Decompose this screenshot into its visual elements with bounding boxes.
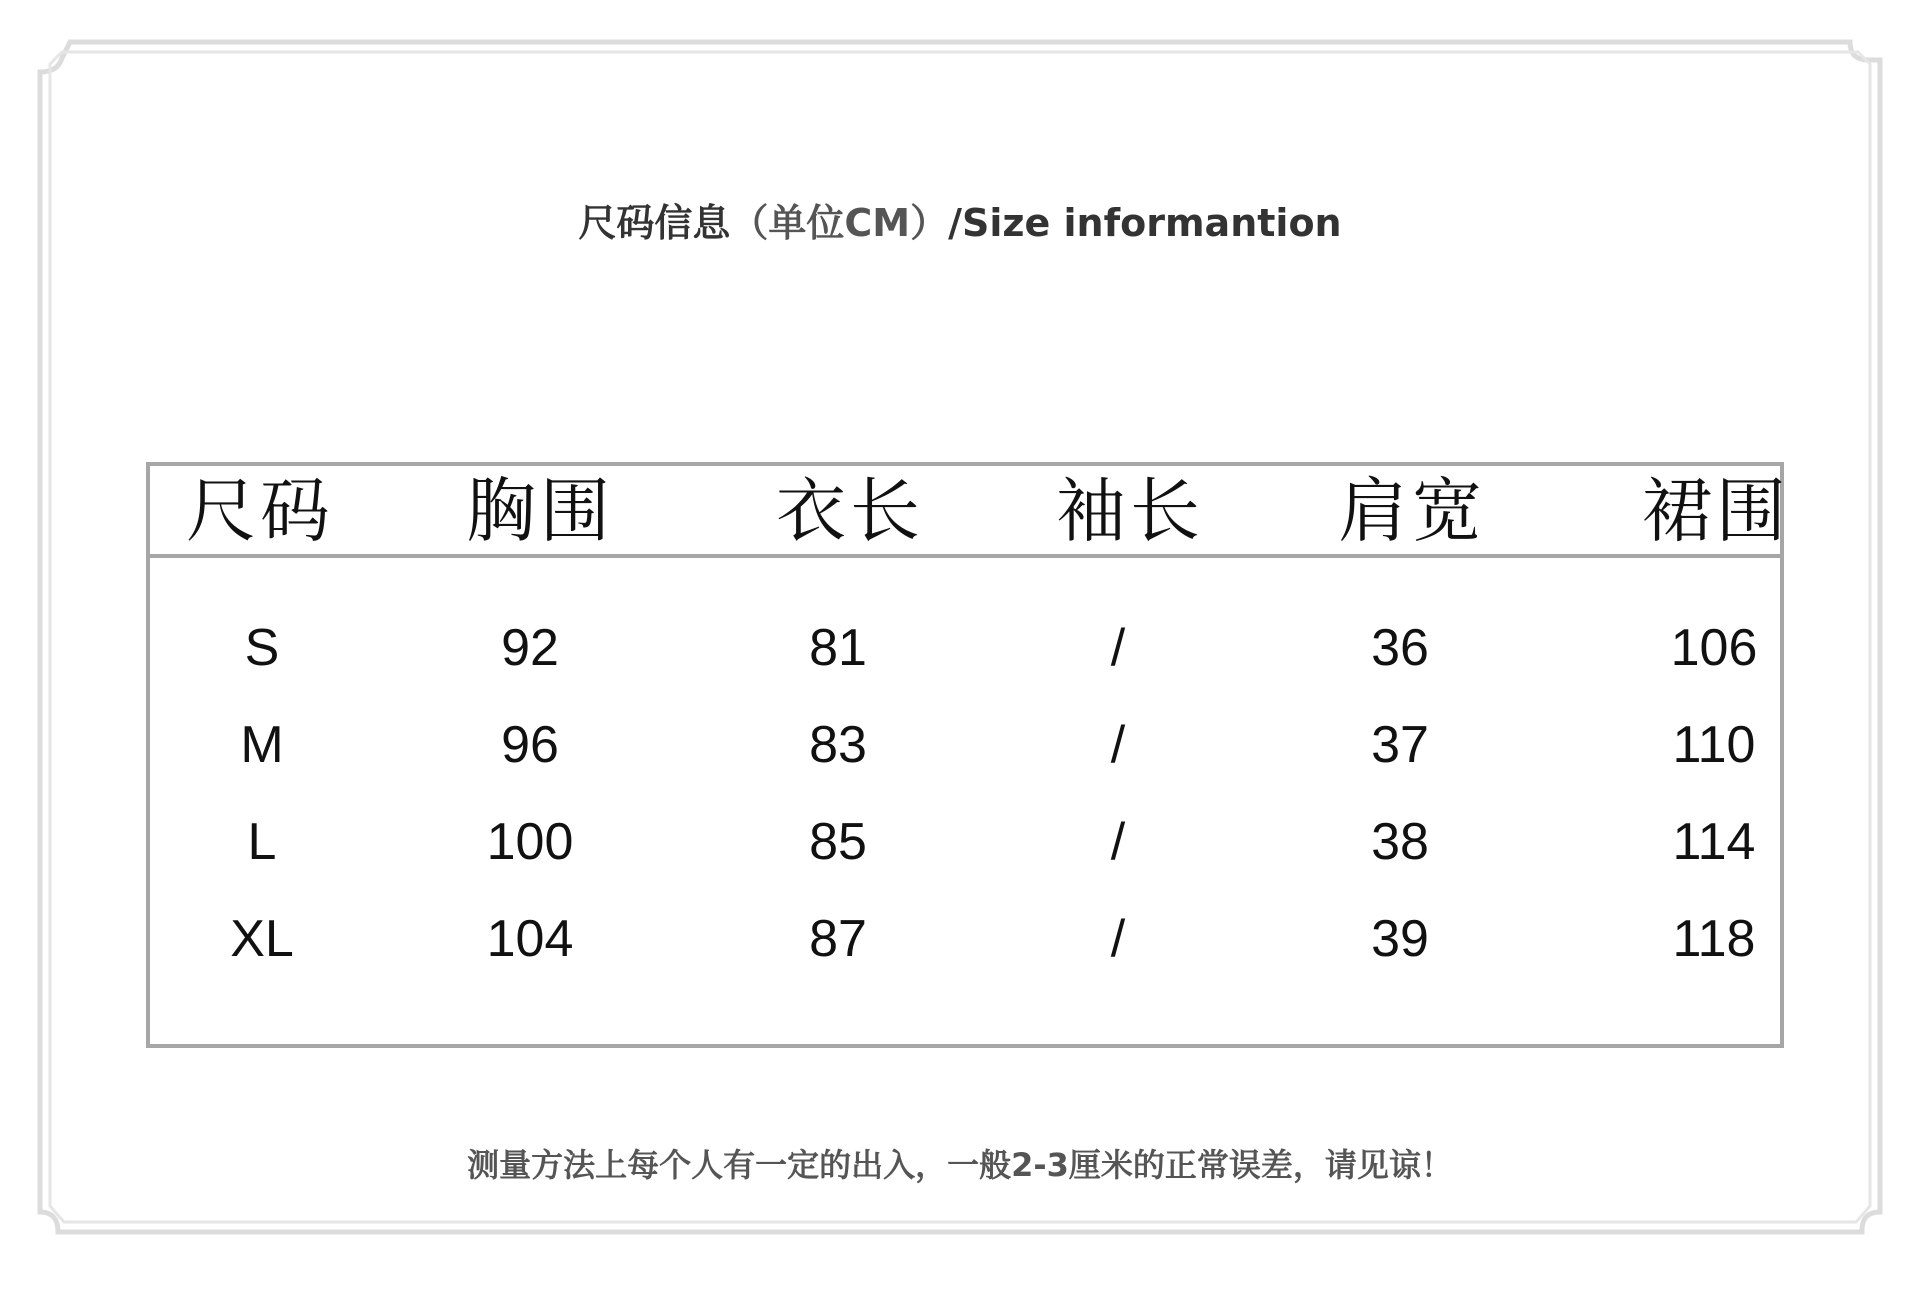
cell-size: L [247, 813, 277, 871]
title-english: /Size informantion [948, 201, 1342, 245]
header-bust: 胸围 [466, 470, 614, 552]
title-main: 尺码信息 [578, 201, 731, 245]
cell-bust: 104 [486, 910, 574, 968]
cell-skirt: 110 [1672, 716, 1756, 774]
cell-length: 85 [809, 813, 867, 871]
cell-size: XL [230, 910, 294, 968]
cell-bust: 92 [501, 619, 559, 677]
header-sleeve: 袖长 [1056, 470, 1204, 552]
cell-shoulder: 39 [1371, 910, 1429, 968]
cell-length: 81 [809, 619, 867, 677]
header-length: 衣长 [776, 470, 924, 552]
cell-bust: 100 [486, 813, 574, 871]
header-size: 尺码 [186, 470, 334, 552]
table-row [150, 608, 1780, 688]
table-row [150, 802, 1780, 882]
size-table [146, 462, 1790, 1048]
cell-skirt: 114 [1672, 813, 1756, 871]
cell-shoulder: 38 [1371, 813, 1429, 871]
header-shoulder: 肩宽 [1338, 470, 1486, 552]
table-row [150, 899, 1780, 979]
header-skirt: 裙围 [1642, 470, 1790, 552]
cell-sleeve: / [1110, 716, 1126, 774]
size-info-title [0, 192, 1920, 247]
cell-shoulder: 37 [1371, 716, 1429, 774]
table-header-row [150, 466, 1790, 558]
cell-size: S [244, 619, 280, 677]
cell-skirt: 118 [1672, 910, 1756, 968]
cell-bust: 96 [501, 716, 559, 774]
cell-sleeve: / [1110, 619, 1126, 677]
cell-length: 83 [809, 716, 867, 774]
cell-skirt: 106 [1670, 619, 1758, 677]
cell-length: 87 [809, 910, 867, 968]
cell-sleeve: / [1110, 910, 1126, 968]
cell-shoulder: 36 [1371, 619, 1429, 677]
table-row [150, 705, 1780, 785]
measurement-disclaimer: 测量方法上每个人有一定的出入，一般2-3厘米的正常误差，请见谅！ [467, 1146, 1453, 1184]
cell-size: M [240, 716, 284, 774]
cell-sleeve: / [1110, 813, 1126, 871]
title-unit: （单位CM） [730, 201, 949, 245]
